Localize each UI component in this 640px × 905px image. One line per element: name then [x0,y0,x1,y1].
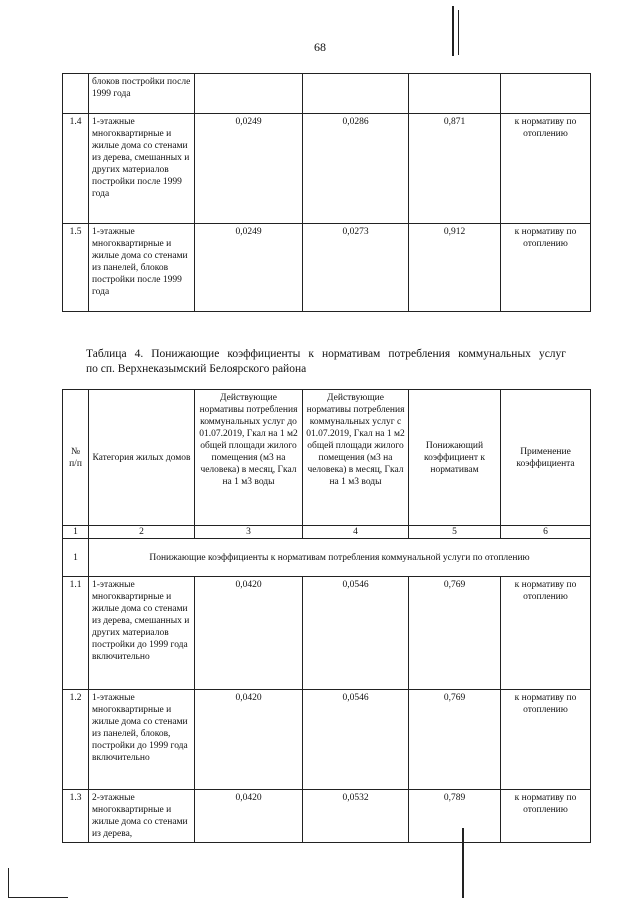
row-value-before: 0,0249 [195,224,303,312]
row-application [501,74,591,114]
table-row [63,577,591,690]
row-category: 1-этажные многоквартирные и жилые дома со стенами из панелей, блоков, постройки до 1999 года включительно [89,690,195,790]
row-coefficient: 0,871 [409,114,501,224]
row-application: к нормативу по отоплению [501,224,591,312]
header-number: № п/п [63,390,89,526]
column-number: 3 [195,526,303,539]
column-number: 5 [409,526,501,539]
row-category: 2-этажные многоквартирные и жилые дома со стенами из дерева, [89,790,195,843]
table-row [63,114,591,224]
table-row [63,790,591,843]
row-category: 1-этажные многоквартирные и жилые дома со стенами из дерева, смешанных и других материалов постройки до 1999 года включительно [89,577,195,690]
header-norm-before: Действующие нормативы потребления коммунальных услуг до 01.07.2019, Гкал на 1 м2 общей площади жилого помещения (м3 на человека) в месяц, Гкал на 1 м3 воды [195,390,303,526]
header-coefficient: Понижающий коэффициент к нормативам [409,390,501,526]
row-value-before: 0,0249 [195,114,303,224]
row-coefficient: 0,789 [409,790,501,843]
row-category: 1-этажные многоквартирные и жилые дома со стенами из дерева, смешанных и других материалов постройки после 1999 года [89,114,195,224]
row-value-after: 0,0286 [303,114,409,224]
column-number: 1 [63,526,89,539]
row-value-before [195,74,303,114]
continuation-table [62,73,591,312]
row-value-after: 0,0532 [303,790,409,843]
header-application: Применение коэффициента [501,390,591,526]
row-coefficient [409,74,501,114]
row-application: к нормативу по отоплению [501,690,591,790]
row-value-before: 0,0420 [195,790,303,843]
row-category: блоков постройки после 1999 года [89,74,195,114]
row-value-after: 0,0273 [303,224,409,312]
table-row [63,690,591,790]
scan-mark [8,868,9,898]
header-norm-after: Действующие нормативы потребления коммунальных услуг с 01.07.2019, Гкал на 1 м2 общей площади жилого помещения (м3 на человека) в месяц, Гкал на 1 м3 воды [303,390,409,526]
column-number-row [63,526,591,539]
row-number: 1.2 [63,690,89,790]
coefficients-table [62,389,591,843]
section-number: 1 [63,539,89,577]
page-number: 68 [314,40,326,54]
row-application: к нормативу по отоплению [501,114,591,224]
row-value-after: 0,0546 [303,690,409,790]
section-row [63,539,591,577]
table-row [63,224,591,312]
row-value-after [303,74,409,114]
row-number: 1.4 [63,114,89,224]
row-value-after: 0,0546 [303,577,409,690]
column-number: 4 [303,526,409,539]
table-header-row [63,390,591,526]
row-application: к нормативу по отоплению [501,790,591,843]
table-row [63,74,591,114]
row-coefficient: 0,769 [409,690,501,790]
caption-line-2: по сп. Верхнеказымский Белоярского района [86,363,307,375]
row-number: 1.1 [63,577,89,690]
row-number: 1.5 [63,224,89,312]
row-value-before: 0,0420 [195,577,303,690]
column-number: 2 [89,526,195,539]
header-category: Категория жилых домов [89,390,195,526]
row-value-before: 0,0420 [195,690,303,790]
row-category: 1-этажные многоквартирные и жилые дома со стенами из панелей, блоков постройки после 1999 года [89,224,195,312]
row-coefficient: 0,769 [409,577,501,690]
table-caption [86,347,566,377]
row-coefficient: 0,912 [409,224,501,312]
row-number: 1.3 [63,790,89,843]
column-number: 6 [501,526,591,539]
row-application: к нормативу по отоплению [501,577,591,690]
row-number [63,74,89,114]
scan-mark [8,897,68,898]
section-title: Понижающие коэффициенты к нормативам потребления коммунальной услуги по отоплению [89,539,591,577]
caption-line-1: Таблица 4. Понижающие коэффициенты к нормативам потребления коммунальных услуг [86,348,566,360]
